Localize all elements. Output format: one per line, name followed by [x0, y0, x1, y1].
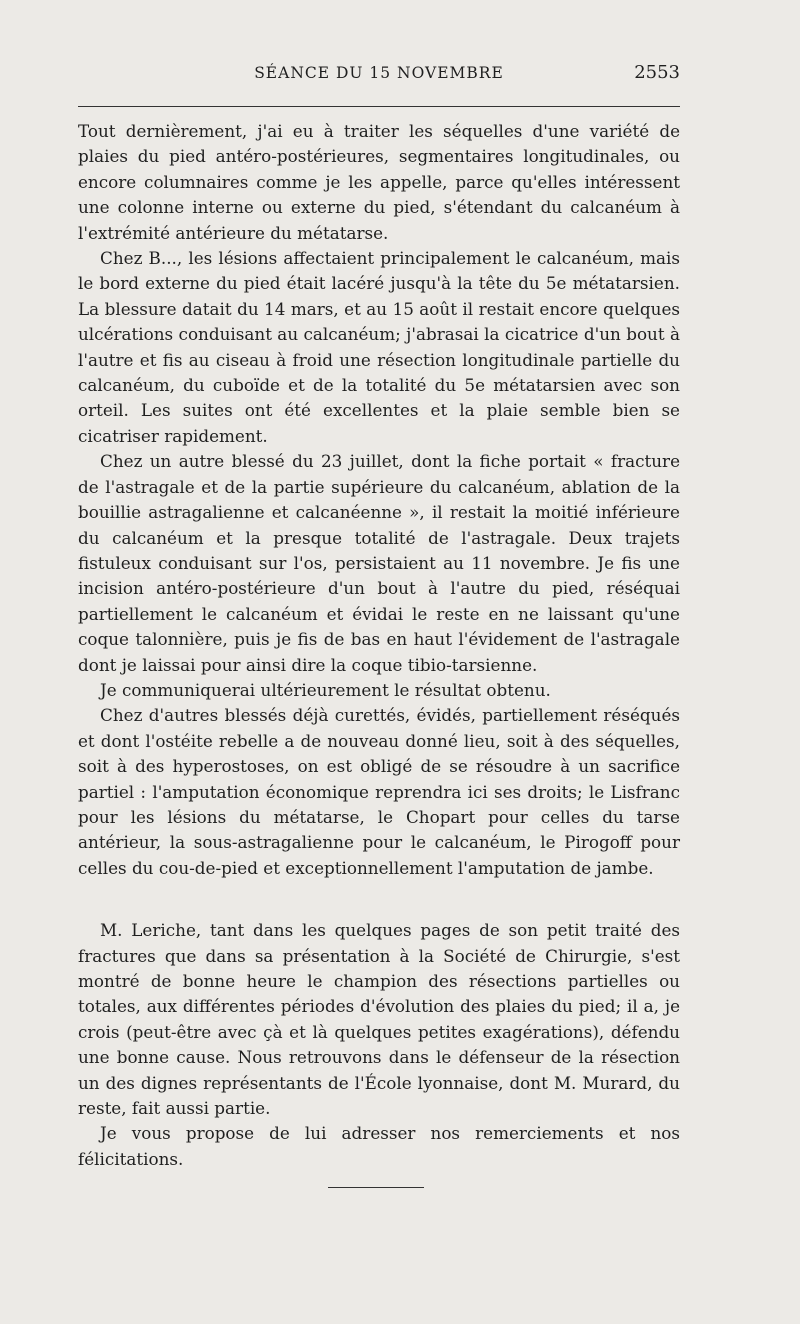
paragraph-3: Chez un autre blessé du 23 juillet, dont la fiche portait « fracture de l'astragale et de la partie supérieure du calcanéum, ablation de la bouillie astragalienne et calcanéenne », il restait la moitié inférieure du calcanéum et la presque totalité de l'astragale. Deux trajets fistuleux conduisant sur l'os, persistaient au 11 novembre. Je fis une incision antéro-postérieure d'un bout à l'autre du pied, réséquai partiellement le calcanéum et évidai le reste en ne laissant qu'une coque talonnière, puis je fis de bas en haut l'évidement de l'astragale dont je laissai pour ainsi dire la coque tibio-tarsienne. — [78, 451, 680, 675]
closing-rule — [328, 1187, 424, 1188]
body-text — [78, 119, 680, 1172]
paragraph-6: M. Leriche, tant dans les quelques pages de son petit traité des fractures que dans sa présentation à la Société de Chirurgie, s'est montré de bonne heure le champion des résections partielles ou totales, aux différentes périodes d'évolution des plaies du pied; il a, je crois (peut-être avec çà et là quelques petites exagérations), défendu une bonne cause. Nous retrouvons dans le défenseur de la résection un des dignes représentants de l'École lyonnaise, dont M. Murard, du reste, fait aussi partie. — [78, 920, 680, 1119]
paragraph-1: Tout dernièrement, j'ai eu à traiter les séquelles d'une variété de plaies du pied antéro-postérieures, segmentaires longitudinales, ou encore columnaires comme je les appelle, parce qu'elles intéressent une colonne interne ou externe du pied, s'étendant du calcanéum à l'extrémité antérieure du métatarse. — [78, 121, 680, 243]
paragraph-gap — [78, 881, 680, 918]
paragraph-4: Je communiquerai ultérieurement le résultat obtenu. — [100, 679, 551, 700]
page-number: 2553 — [634, 62, 680, 83]
paragraph-2: Chez B..., les lésions affectaient principalement le calcanéum, mais le bord externe du pied était lacéré jusqu'à la tête du 5e métatarsien. La blessure datait du 14 mars, et au 15 août il restait encore quelques ulcérations conduisant au calcanéum; j'abrasai la cicatrice d'un bout à l'autre et fis au ciseau à froid une résection longitudinale partielle du calcanéum, du cuboïde et de la totalité du 5e métatarsien avec son orteil. Les suites ont été excellentes et la plaie semble bien se cicatriser rapidement. — [78, 248, 680, 446]
paragraph-7: Je vous propose de lui adresser nos remerciements et nos félicitations. — [78, 1123, 680, 1169]
paragraph-5: Chez d'autres blessés déjà curettés, évidés, partiellement réséqués et dont l'ostéite rebelle a de nouveau donné lieu, soit à des séquelles, soit à des hyperostoses, on est obligé de se résoudre à un sacrifice partiel : l'amputation économique reprendra ici ses droits; le Lisfranc pour les lésions du métatarse, le Chopart pour celles du tarse antérieur, la sous-astragalienne pour le calcanéum, le Pirogoff pour celles du cou-de-pied et exceptionnellement l'amputation de jambe. — [78, 705, 680, 878]
header-rule — [78, 106, 680, 107]
page-header — [78, 62, 680, 86]
running-title: SÉANCE DU 15 NOVEMBRE — [254, 64, 504, 82]
